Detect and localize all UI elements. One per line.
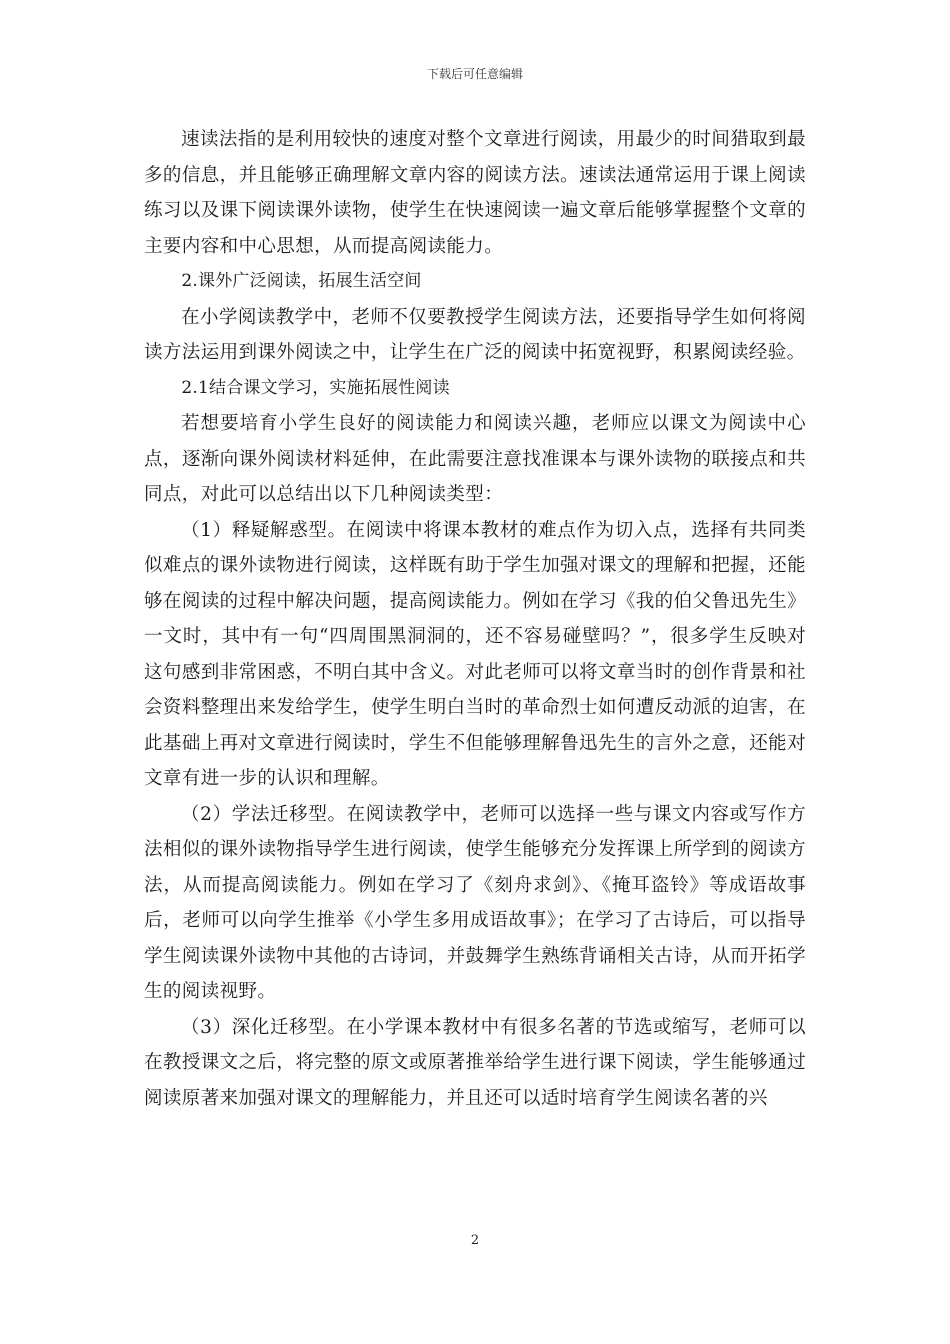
page-number: 2 (470, 1233, 480, 1248)
paragraph-type-2: （2）学法迁移型。在阅读教学中，老师可以选择一些与课文内容或写作方法相似的课外读物指导学生进行阅读，使学生能够充分发挥课上所学到的阅读方法，从而提高阅读能力。例如在学习了《刻舟求剑》、《掩耳盗铃》等成语故事后，老师可以向学生推举《小学生多用成语故事》；在学习了古诗后，可以指导学生阅读课外读物中其他的古诗词，并鼓舞学生熟练背诵相关古诗，从而开拓学生的阅读视野。 (144, 803, 806, 1002)
paragraph-extracurricular-reading: 在小学阅读教学中，老师不仅要教授学生阅读方法，还要指导学生如何将阅读方法运用到课外阅读之中，让学生在广泛的阅读中拓宽视野，积累阅读经验。 (144, 306, 806, 363)
paragraph-type-1: （1）释疑解惑型。在阅读中将课本教材的难点作为切入点，选择有共同类似难点的课外读物进行阅读，这样既有助于学生加强对课文的理解和把握，还能够在阅读的过程中解决问题，提高阅读能力。例如在学习《我的伯父鲁迅先生》一文时，其中有一句“四周围黑洞洞的，还不容易碰壁吗？”，很多学生反映对这句感到非常困惑，不明白其中含义。对此老师可以将文章当时的创作背景和社会资料整理出来发给学生，使学生明白当时的革命烈士如何遭反动派的迫害，在此基础上再对文章进行阅读时，学生不但能够理解鲁迅先生的言外之意，还能对文章有进一步的认识和理解。 (144, 519, 806, 789)
section-heading-2: 2.课外广泛阅读，拓展生活空间 (181, 271, 422, 291)
document-body (144, 122, 806, 1116)
paragraph-type-3: （3）深化迁移型。在小学课本教材中有很多名著的节选或缩写，老师可以在教授课文之后，将完整的原文或原著推举给学生进行课下阅读，学生能够通过阅读原著来加强对课文的理解能力，并且还可以适时培育学生阅读名著的兴 (144, 1016, 806, 1109)
page-header-note: 下载后可任意编辑 (426, 67, 523, 81)
section-heading-2-1: 2.1结合课文学习，实施拓展性阅读 (181, 377, 450, 398)
paragraph-reading-types-intro: 若想要培育小学生良好的阅读能力和阅读兴趣，老师应以课文为阅读中心点，逐渐向课外阅读材料延伸，在此需要注意找准课本与课外读物的联接点和共同点，对此可以总结出以下几种阅读类型： (144, 413, 806, 505)
paragraph-speed-reading: 速读法指的是利用较快的速度对整个文章进行阅读，用最少的时间猎取到最多的信息，并且能够正确理解文章内容的阅读方法。速读法通常运用于课上阅读练习以及课下阅读课外读物，使学生在快速阅读一遍文章后能够掌握整个文章的主要内容和中心思想，从而提高阅读能力。 (144, 129, 806, 257)
